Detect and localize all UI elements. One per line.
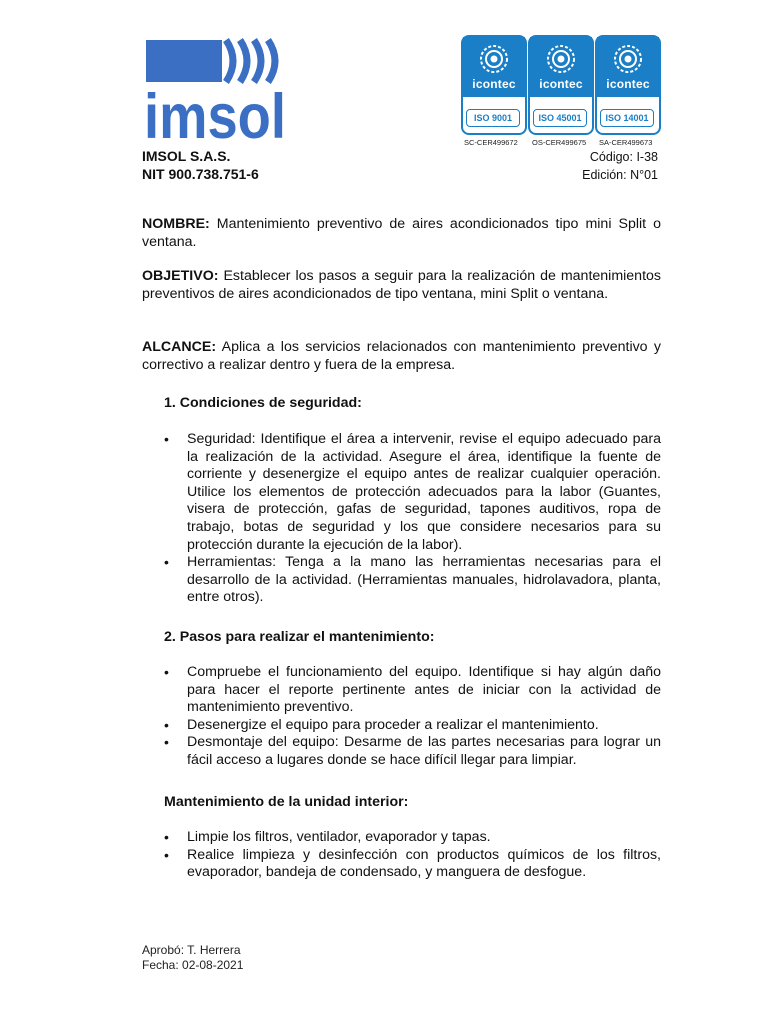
list-item: • Desmontaje del equipo: Desarme de las partes necesarias para lograr un fácil acceso a lugares donde se hace difícil llegar para limpiar. <box>164 734 661 769</box>
document-code: Código: I-38 <box>589 150 658 164</box>
alcance-paragraph <box>142 339 661 374</box>
certification-brand: icontec <box>472 77 516 91</box>
certification-code: OS-CER499675 <box>532 138 587 147</box>
section-1-list <box>164 431 661 607</box>
list-item: • Desenergize el equipo para proceder a realizar el mantenimiento. <box>164 717 661 735</box>
certification-standard: ISO 9001 <box>466 109 520 127</box>
certification-standard: ISO 45001 <box>533 109 587 127</box>
certification-badge <box>461 35 527 135</box>
subsection-heading: Mantenimiento de la unidad interior: <box>164 794 409 810</box>
icontec-seal-icon <box>545 43 577 75</box>
certification-brand: icontec <box>606 77 650 91</box>
company-nit: NIT 900.738.751-6 <box>142 166 259 182</box>
certification-badges <box>461 35 662 135</box>
section-2-list <box>164 664 661 770</box>
list-item: • Compruebe el funcionamiento del equipo. Identifique si hay algún daño para hacer el reporte pertinente antes de iniciar con la actividad de mantenimiento preventivo. <box>164 664 661 717</box>
certification-standard: ISO 14001 <box>600 109 654 127</box>
list-item: • Herramientas: Tenga a la mano las herramientas necesarias para el desarrollo de la actividad. (Herramientas manuales, hidrolavadora, planta, entre otros). <box>164 554 661 607</box>
certification-brand: icontec <box>539 77 583 91</box>
list-item: • Realice limpieza y desinfección con productos químicos de los filtros, evaporador, bandeja de condensado, y manguera de desfogue. <box>164 847 661 882</box>
certification-code: SA-CER499673 <box>599 138 653 147</box>
objetivo-paragraph <box>142 268 661 303</box>
list-item: • Limpie los filtros, ventilador, evaporador y tapas. <box>164 829 661 847</box>
nombre-text: Mantenimiento preventivo de aires acondicionados tipo mini Split o ventana. <box>142 216 661 250</box>
certification-badge <box>595 35 661 135</box>
approval-date: Fecha: 02-08-2021 <box>142 958 244 972</box>
certification-badge <box>528 35 594 135</box>
approved-by: Aprobó: T. Herrera <box>142 943 241 957</box>
company-name: IMSOL S.A.S. <box>142 148 231 164</box>
alcance-text: Aplica a los servicios relacionados con mantenimiento preventivo y correctivo a realizar dentro y fuera de la empresa. <box>142 339 661 373</box>
icontec-seal-icon <box>478 43 510 75</box>
certification-code: SC-CER499672 <box>464 138 518 147</box>
document-edition: Edición: N°01 <box>582 168 658 182</box>
objetivo-text: Establecer los pasos a seguir para la realización de mantenimientos preventivos de aires acondicionados de tipo ventana, mini Split o ventana. <box>142 268 661 302</box>
subsection-list <box>164 829 661 882</box>
section-2-heading: 2. Pasos para realizar el mantenimiento: <box>164 629 435 645</box>
icontec-seal-icon <box>612 43 644 75</box>
objetivo-label: OBJETIVO: <box>142 268 219 284</box>
imsol-logo <box>144 38 288 152</box>
nombre-paragraph <box>142 216 661 251</box>
section-1-heading: 1. Condiciones de seguridad: <box>164 395 362 411</box>
list-item: • Seguridad: Identifique el área a intervenir, revise el equipo adecuado para la realización de la actividad. Asegure el área, identifique la fuente de corriente y desenergize el equipo antes de realizar cualquier operación. Utilice los elementos de protección adecuados para la labor (Guantes, visera de protección, gafas de seguridad, tapones auditivos, ropa de trabajo, botas de seguridad y los que considere necesarios para su protección durante la ejecución de la labor). <box>164 431 661 554</box>
nombre-label: NOMBRE: <box>142 216 210 232</box>
logo-text: imsol <box>144 82 286 152</box>
alcance-label: ALCANCE: <box>142 339 217 355</box>
